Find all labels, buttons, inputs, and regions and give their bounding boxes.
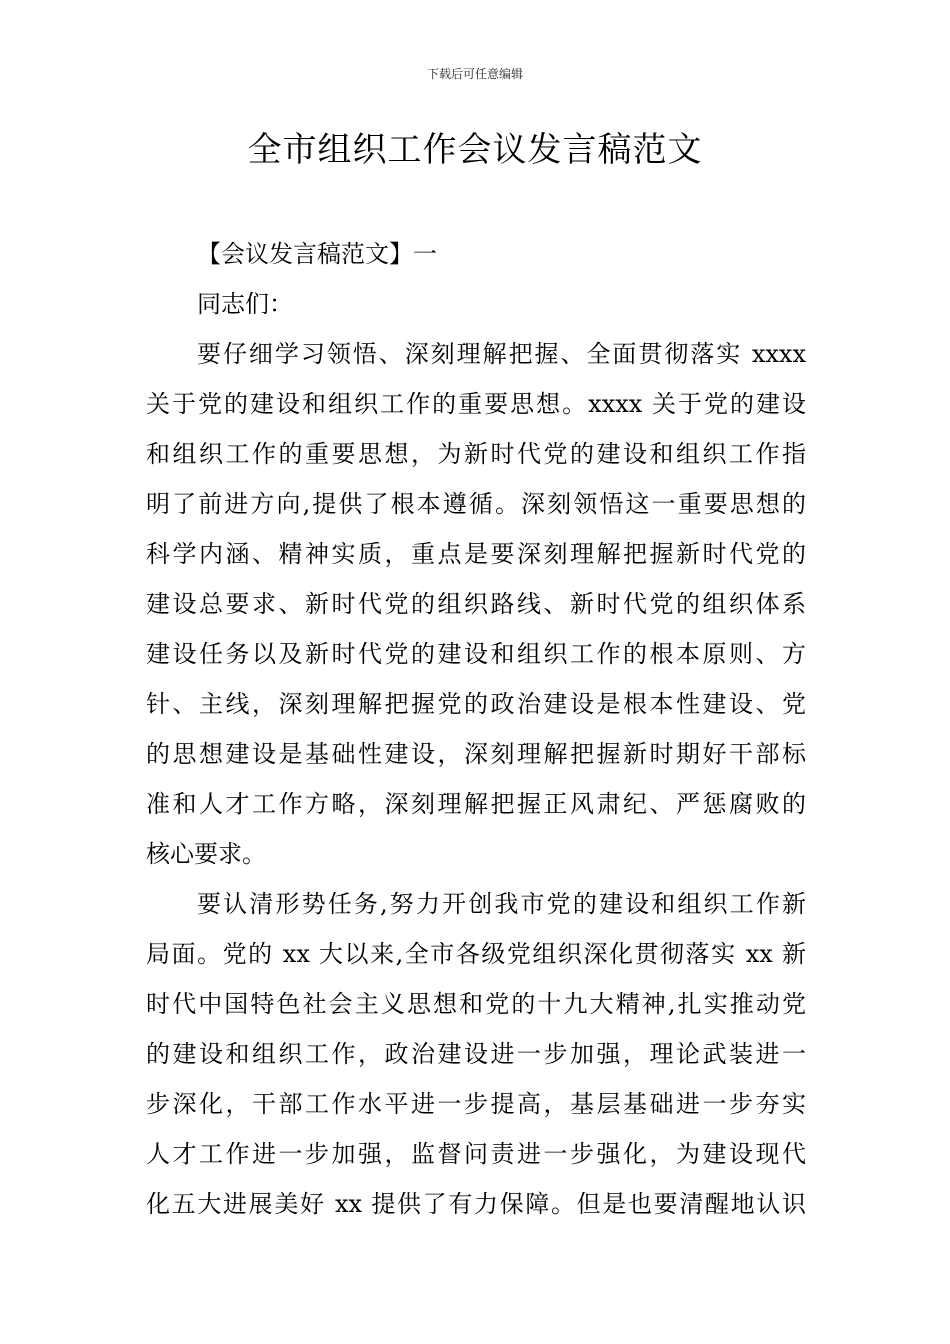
paragraph-line: 化五大进展美好 xx 提供了有力保障。但是也要清醒地认识: [146, 1190, 806, 1218]
salutation: 同志们：: [197, 290, 293, 318]
section-heading: 【会议发言稿范文】一: [197, 240, 437, 268]
paragraph-line: 局面。党的 xx 大以来,全市各级党组织深化贯彻落实 xx 新: [146, 940, 806, 968]
paragraph-line: 建设任务以及新时代党的建设和组织工作的根本原则、方: [146, 640, 806, 668]
document-title: 全市组织工作会议发言稿范文: [247, 130, 703, 170]
paragraph-line: 和组织工作的重要思想，为新时代党的建设和组织工作指: [146, 440, 806, 468]
paragraph-line: 步深化，干部工作水平进一步提高，基层基础进一步夯实: [146, 1090, 806, 1118]
paragraph-line: 核心要求。: [146, 840, 266, 868]
paragraph-line: 明了前进方向,提供了根本遵循。深刻领悟这一重要思想的: [146, 490, 806, 518]
paragraph-1: [146, 329, 806, 879]
paragraph-line: 建设总要求、新时代党的组织路线、新时代党的组织体系: [146, 590, 806, 618]
paragraph-2: [146, 879, 806, 1229]
paragraph-line: 的思想建设是基础性建设，深刻理解把握新时期好干部标: [146, 740, 806, 768]
paragraph-line: 人才工作进一步加强，监督问责进一步强化，为建设现代: [146, 1140, 806, 1168]
paragraph-line: 针、主线，深刻理解把握党的政治建设是根本性建设、党: [146, 690, 806, 718]
paragraph-line: 关于党的建设和组织工作的重要思想。xxxx 关于党的建设: [146, 390, 806, 418]
paragraph-line: 要认清形势任务,努力开创我市党的建设和组织工作新: [197, 890, 806, 918]
header-note: 下载后可任意编辑: [426, 67, 523, 81]
document-body: [146, 229, 806, 1229]
paragraph-line: 的建设和组织工作，政治建设进一步加强，理论武装进一: [146, 1040, 806, 1068]
paragraph-line: 时代中国特色社会主义思想和党的十九大精神,扎实推动党: [146, 990, 806, 1018]
paragraph-line: 科学内涵、精神实质，重点是要深刻理解把握新时代党的: [146, 540, 806, 568]
paragraph-line: 准和人才工作方略，深刻理解把握正风肃纪、严惩腐败的: [146, 790, 806, 818]
paragraph-line: 要仔细学习领悟、深刻理解把握、全面贯彻落实 xxxx: [197, 340, 806, 368]
